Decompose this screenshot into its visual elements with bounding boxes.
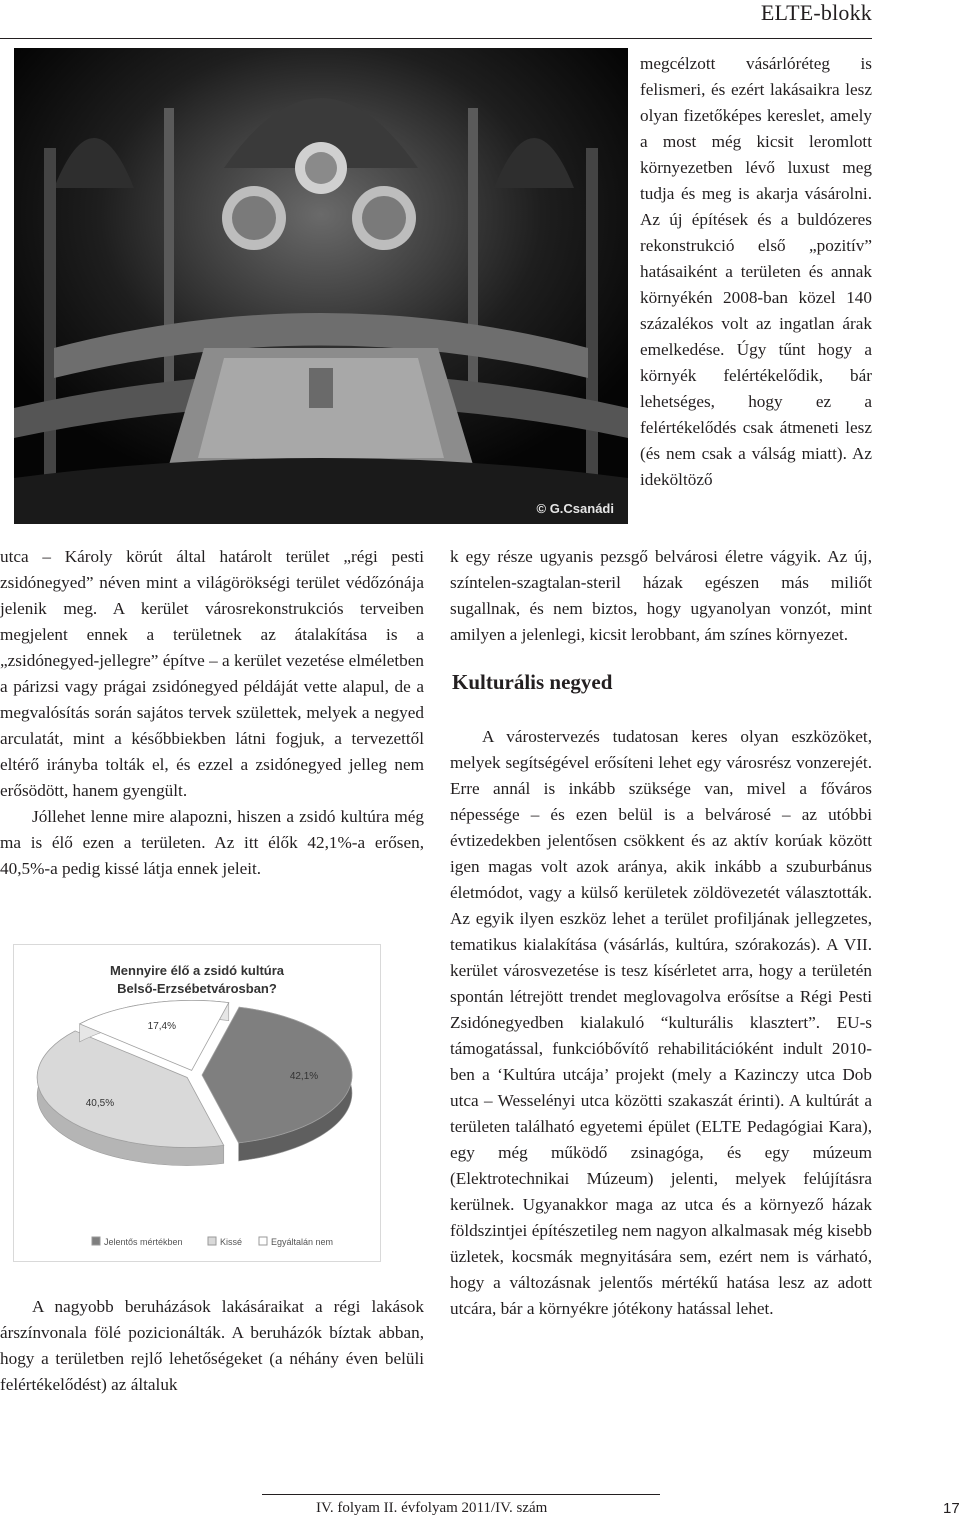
pie-slices [37, 1000, 352, 1165]
chart-title-line: Belső-Erzsébetvárosban? [117, 981, 277, 996]
legend-swatch [92, 1237, 100, 1245]
legend-label: Jelentős mértékben [104, 1237, 183, 1247]
header-rule [0, 38, 872, 39]
paragraph: Jóllehet lenne mire alapozni, hiszen a zsidó kultúra még ma is élő ezen a területen. Az itt élők 42,1%-a erősen, 40,5%-a pedig kissé látja ennek jeleit. [0, 807, 424, 878]
pie-data-label: 17,4% [147, 1020, 177, 1032]
pie-data-label: 40,5% [85, 1098, 115, 1110]
pie-chart [14, 945, 380, 1261]
left-column-top [0, 544, 424, 882]
legend-label: Egyáltalán nem [271, 1237, 334, 1247]
pie-chart-canvas [14, 945, 380, 1261]
synagogue-illustration [14, 48, 628, 524]
left-column-bottom [0, 1294, 424, 1398]
paragraph: utca – Károly körút által határolt terület „régi pesti zsidónegyed” néven mint a világörökségi terület védőzónája jelenik meg. A kerület városrekonstrukciós terveiben megjelent ennek a területnek az átalakítása is a „zsidónegyed-jellegre” építve – a kerület vezetése elméletben a párizsi vagy prágai zsidónegyed példáját vette alapul, de a megvalósítás során sajátos tervek születtek, melyek a negyed arculatát, mint a későbbiekben látni fogjuk, a tervezettől eltérő irányba tolták el, és ezzel a zsidónegyed jelleg nem erősödött, hanem gyengült. [0, 547, 424, 800]
section-body [450, 724, 872, 1322]
footer-rule [262, 1494, 660, 1495]
legend-swatch [208, 1237, 216, 1245]
right-column-top [640, 51, 872, 493]
pie-data-label: 42,1% [289, 1071, 319, 1083]
photo-credit: © G.Csanádi [536, 501, 614, 516]
legend-swatch [259, 1237, 267, 1245]
footer-issue: IV. folyam II. évfolyam 2011/IV. szám [316, 1500, 548, 1516]
paragraph: A várostervezés tudatosan keres olyan eszközöket, melyek segítségével erősíteni lehet egy városrész vonzerejét. Erre annál is inkább szüksége van, mivel a főváros népessége – és ezen belül is a belvárosé – az utóbbi évtizedekben jelentősen csökkent és az aktív korúak között igen magas volt azok aránya, akik inkább a szuburbánus életmódot, vagy a külső kerületek zöldövezetét választották. Az egyik ilyen eszköz lehet a terület profiljának jellegzetes, tematikus kialakítása (vásárlás, kultúra, szórakozás). A VII. kerület városvezetése is tesz kísérletet arra, hogy a területén spontán létrejött trendet meglovagolva erősítse a Régi Pesti Zsidónegyedben kialakuló “kulturális klasztert”. EU-s támogatással, funkcióbővítő rehabilitációként indult 2010-ben a ‘Kultúra utcája’ projekt (mely a Kazinczy utca Dob utca – Wesselényi utca közötti szakaszát érinti). A kultúrát a területen található egyetemi épület (ELTE Pedagógiai Kara), egy még működő zsinagóga, és egy múzeum (Elektrotechnikai Múzeum) jelenti, melyek felújításra kerülnek. Ugyanakkor maga az utca és a környező házak földszintjei építészetileg nem nagyon alkalmasak még kisebb üzletek, kocsmák megnyitására sem, ezért nem is várható, hogy a változásnak jelentős mértékű hatása lesz az adott utcára, bár a környékre jótékony hatással lehet. [450, 727, 872, 1318]
right-column-bottom [450, 544, 872, 648]
paragraph: A nagyobb beruházások lakásáraikat a régi lakások árszínvonala fölé pozicionálták. A beruházók bíztak abban, hogy a területben rejlő lehetőségeket (a néhány éven belüli felértékelődést) az általuk [0, 1297, 424, 1394]
paragraph: k egy része ugyanis pezsgő belvárosi életre vágyik. Az új, színtelen-szagtalan-steril házak egészen más miliőt sugallnak, és nem biztos, hogy ugyanolyan vonzót, mint amilyen a jelenlegi, kicsit lerobbant, ám színes környezet. [450, 547, 872, 644]
paragraph: megcélzott vásárlóréteg is felismeri, és ezért lakásaikra lesz olyan fizetőképes kereslet, amely a most még kicsit leromlott környezetben lévő luxust meg tudja és meg is akarja vásárolni. Az új építések és a buldózeres rekonstrukció első „pozitív” hatásaiként a területen és annak környékén 2008-ban közel 140 százalékos volt az ingatlan árak emelkedése. Úgy tűnt hogy a környék felértékelődik, bár lehetséges, hogy ez a felértékelődés csak átmeneti lesz (és nem csak a válság miatt). Az ideköltöző [640, 54, 872, 489]
section-title: Kulturális negyed [452, 670, 613, 694]
chart-legend [92, 1237, 333, 1247]
running-header: ELTE-blokk [760, 0, 872, 25]
legend-label: Kissé [220, 1237, 243, 1247]
synagogue-photo [14, 48, 628, 524]
chart-title-line: Mennyire élő a zsidó kultúra [109, 963, 285, 978]
page-number: 17 [943, 1500, 960, 1517]
